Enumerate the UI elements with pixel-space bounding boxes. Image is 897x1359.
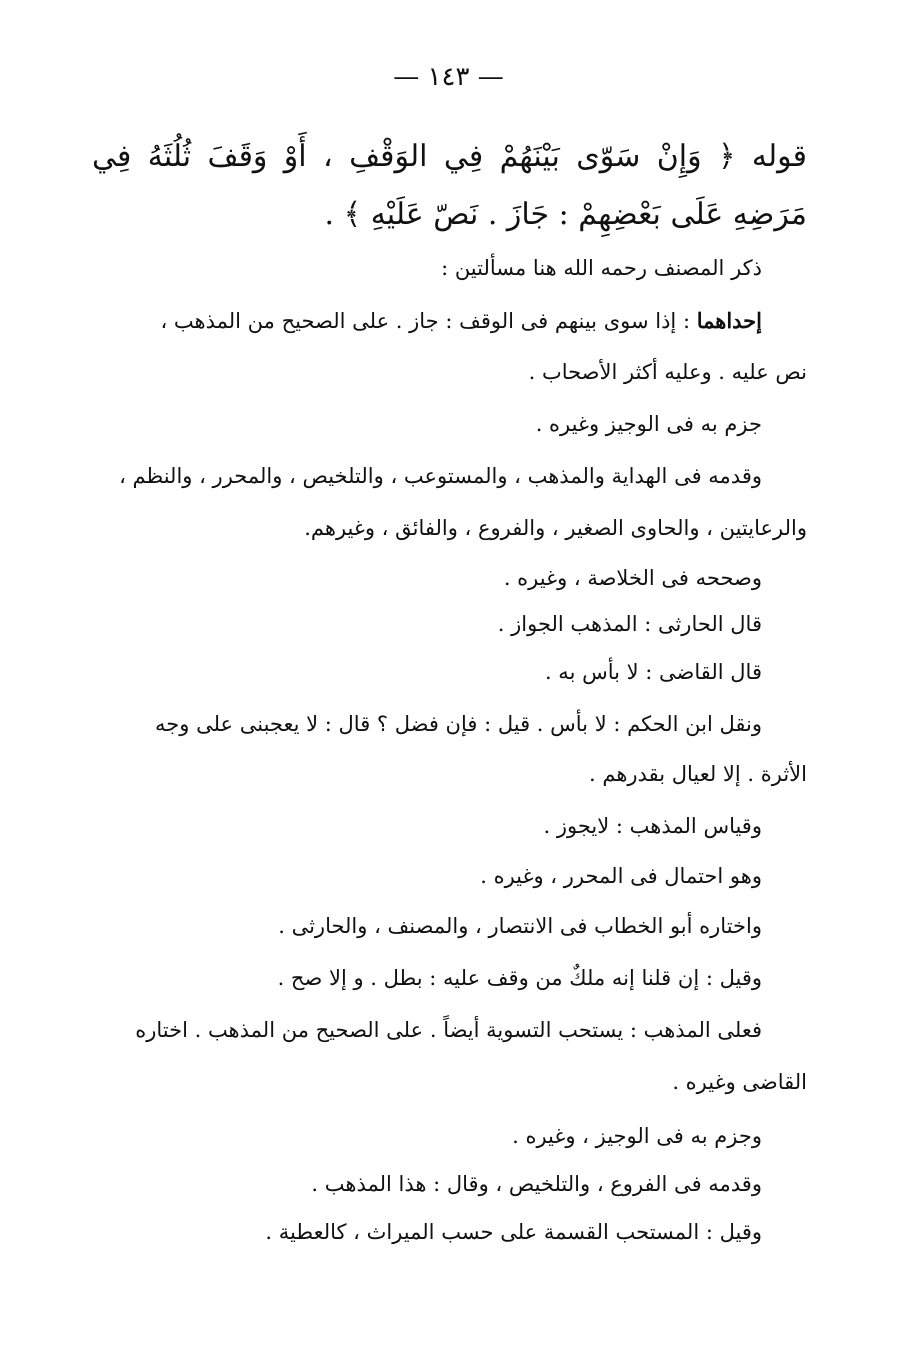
text-line: قال القاضى : لا بأس به . [544, 660, 762, 684]
text-line: وهو احتمال فى المحرر ، وغيره . [480, 864, 762, 888]
text-lead: إحداهما [696, 308, 762, 333]
text-line: واختاره أبو الخطاب فى الانتصار ، والمصنف ، والحارثى . [278, 914, 762, 938]
text-line: الأثرة . إلا لعيال بقدرهم . [589, 762, 807, 786]
text-line: وجزم به فى الوجيز ، وغيره . [512, 1124, 762, 1148]
text-line: وقدمه فى الفروع ، والتلخيص ، وقال : هذا المذهب . [311, 1172, 762, 1196]
text-line-body: : إذا سوى بينهم فى الوقف : جاز . على الصحيح من المذهب ، [160, 309, 697, 333]
text-line: وقدمه فى الهداية والمذهب ، والمستوعب ، والتلخيص ، والمحرر ، والنظم ، [119, 464, 762, 488]
text-line: قال الحارثى : المذهب الجواز . [497, 612, 762, 636]
text-line [160, 308, 762, 333]
text-line: ذكر المصنف رحمه الله هنا مسألتين : [441, 256, 762, 280]
text-line: نص عليه . وعليه أكثر الأصحاب . [528, 360, 807, 384]
text-line: ونقل ابن الحكم : لا بأس . قيل : فإن فضل ؟ قال : لا يعجبنى على وجه [155, 712, 762, 736]
text-line: وقيل : المستحب القسمة على حسب الميراث ، كالعطية . [265, 1220, 762, 1244]
text-line: القاضى وغيره . [672, 1070, 807, 1094]
text-line: والرعايتين ، والحاوى الصغير ، والفروع ، والفائق ، وغيرهم. [304, 516, 807, 540]
quoted-text: قوله ﴿ وَإِنْ سَوّى بَيْنَهُمْ فِي الوَقْفِ ، أَوْ وَقَفَ ثُلُثَهُ فِي مَرَضِهِ عَلَى بَعْضِهِمْ : جَازَ . نَصّ عَلَيْهِ ﴾ . [92, 139, 807, 232]
text-line: وقيل : إن قلنا إنه ملكٌ من وقف عليه : بطل . و إلا صح . [277, 966, 762, 990]
page-number: — ١٤٣ — [393, 62, 504, 92]
text-line: وقياس المذهب : لايجوز . [543, 814, 762, 838]
text-line: جزم به فى الوجيز وغيره . [535, 412, 762, 436]
text-line: وصححه فى الخلاصة ، وغيره . [503, 566, 762, 590]
text-line: فعلى المذهب : يستحب التسوية أيضاً . على الصحيح من المذهب . اختاره [135, 1018, 762, 1042]
